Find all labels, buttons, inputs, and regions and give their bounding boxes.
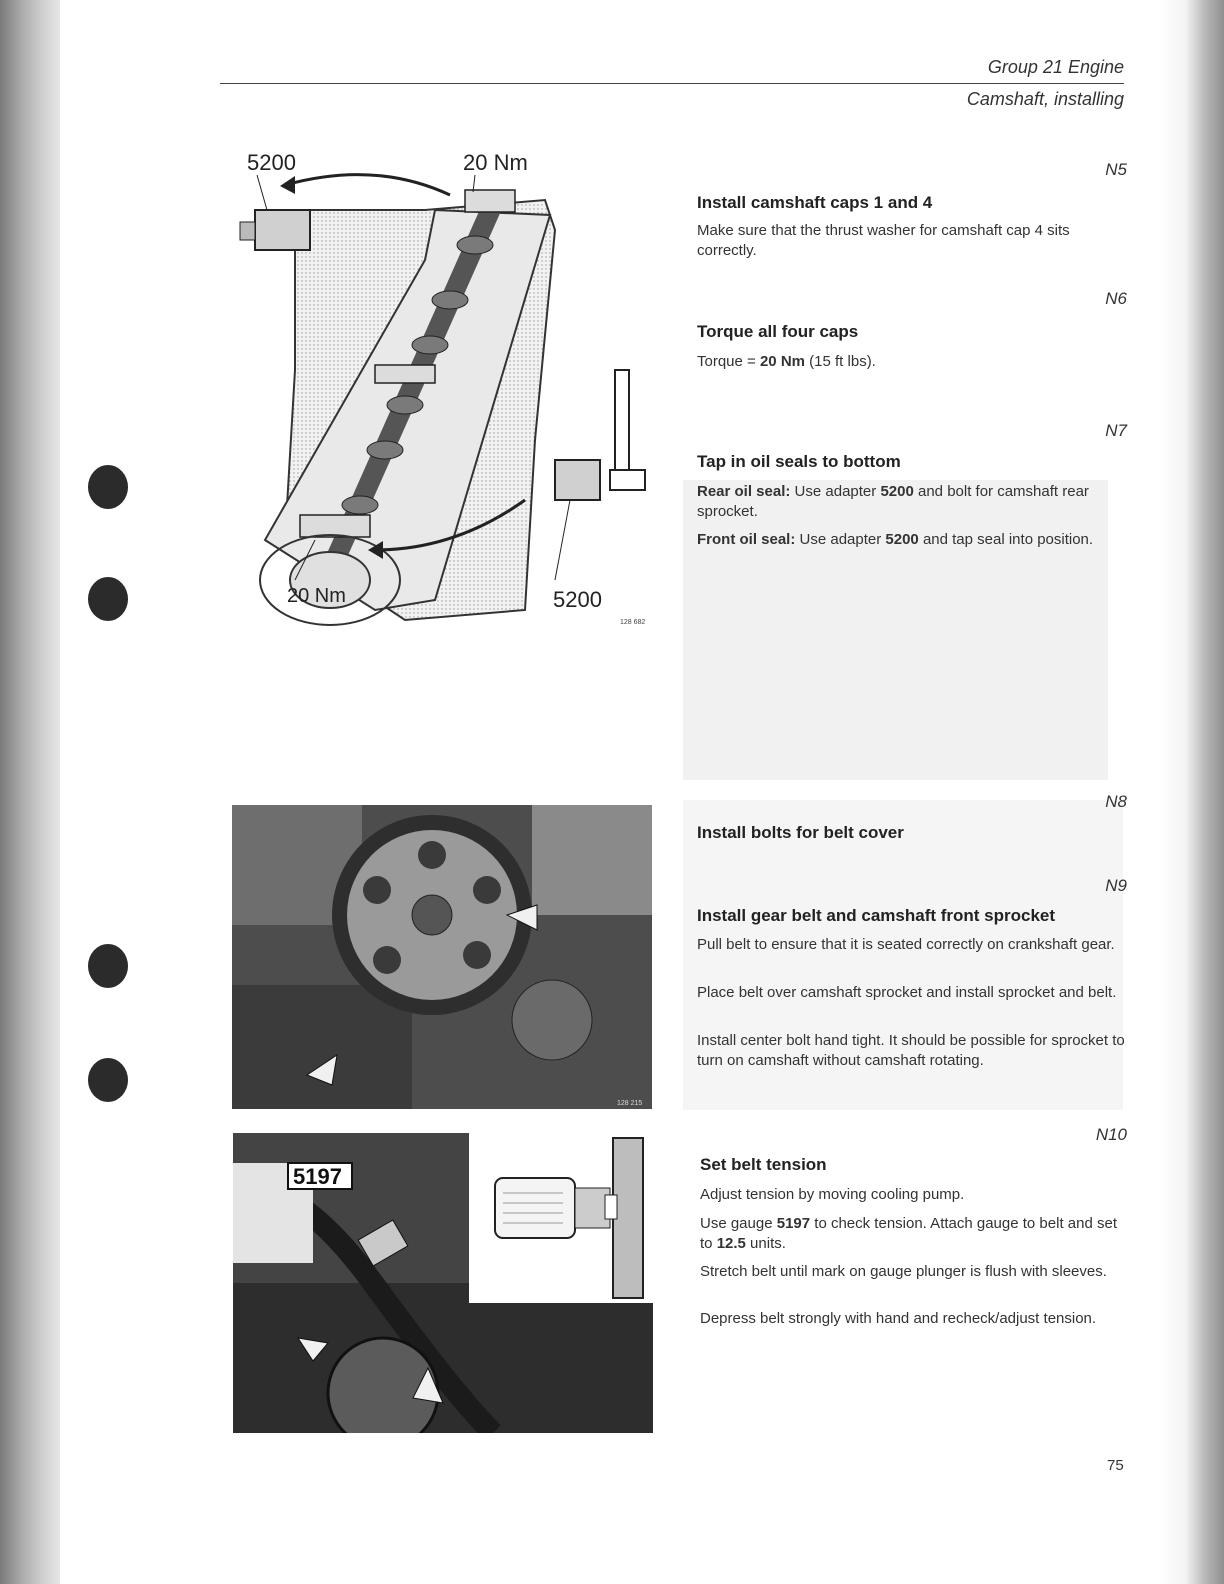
step-title-n7: Tap in oil seals to bottom [697, 452, 901, 471]
figure-ref: 128 682 [620, 619, 646, 626]
step-title-n8: Install bolts for belt cover [697, 823, 904, 842]
step-text-n9-3: Install center bolt hand tight. It should be possible for sprocket to turn on camshaft without camshaft rotating. [697, 1032, 1125, 1069]
step-title-n9: Install gear belt and camshaft front sprocket [697, 906, 1056, 925]
punch-hole [88, 465, 128, 509]
sprocket-photo-svg [232, 805, 652, 1109]
adapter-5200-top [255, 210, 310, 250]
step-text-n5: Make sure that the thrust washer for camshaft cap 4 sits correctly. [697, 222, 1070, 259]
label-tool-bottom: 5200 [553, 587, 602, 612]
punch-hole [88, 1058, 128, 1102]
step-text-n10-2: Use gauge 5197 to check tension. Attach gauge to belt and set to 12.5 units. [700, 1215, 1117, 1252]
camshaft-drawing-svg [225, 140, 665, 640]
gauge-body-drawing [495, 1178, 575, 1238]
step-text-n6: Torque = 20 Nm (15 ft lbs). [697, 353, 876, 370]
step-text-n10-4: Depress belt strongly with hand and recheck/adjust tension. [700, 1310, 1097, 1327]
leader-line [257, 175, 267, 210]
arrowhead-top [280, 176, 295, 194]
adapter-5200-bottom [555, 460, 600, 500]
label-torque-top: 20 Nm [463, 150, 528, 175]
page-number: 75 [1107, 1457, 1124, 1474]
tensioner [512, 980, 592, 1060]
step-text-n9-2: Place belt over camshaft sprocket and install sprocket and belt. [697, 984, 1117, 1001]
step-text-n7-front: Front oil seal: Use adapter 5200 and tap seal into position. [697, 531, 1094, 548]
hammer-handle [615, 370, 629, 470]
hammer-head [610, 470, 645, 490]
tool-label: 5197 [293, 1164, 342, 1189]
step-text-n10-3: Stretch belt until mark on gauge plunger is flush with sleeves. [700, 1263, 1107, 1280]
header-rule [220, 83, 1124, 84]
camshaft-drawing [225, 140, 665, 640]
leader-line [555, 500, 570, 580]
gauge-tip [605, 1195, 617, 1219]
header-group: Group 21 Engine [987, 57, 1124, 77]
arrow-top [285, 175, 450, 195]
step-number-n9: N9 [1105, 876, 1127, 895]
photo-ref: 128 215 [617, 1100, 643, 1107]
step-title-n10: Set belt tension [700, 1155, 827, 1174]
step-title-n5: Install camshaft caps 1 and 4 [697, 193, 933, 212]
step-number-n5: N5 [1105, 160, 1127, 179]
sprocket-photo [232, 805, 652, 1109]
step-text-n7-rear: Rear oil seal: Use adapter 5200 and bolt for camshaft rear sprocket. [697, 483, 1089, 520]
step-text-n10-1: Adjust tension by moving cooling pump. [700, 1186, 965, 1203]
step-number-n10: N10 [1095, 1125, 1127, 1144]
step-text-n9-1: Pull belt to ensure that it is seated correctly on crankshaft gear. [697, 936, 1115, 953]
belt-tension-photo-svg [233, 1133, 653, 1433]
page-edge-shadow [1160, 0, 1224, 1584]
adapter-bolt [240, 222, 255, 240]
center-bolt [412, 895, 452, 935]
label-tool-top: 5200 [247, 150, 296, 175]
binding-shadow [0, 0, 60, 1584]
punch-hole [88, 577, 128, 621]
step-number-n8: N8 [1105, 792, 1127, 811]
label-torque-bottom: 20 Nm [287, 585, 346, 607]
step-title-n6: Torque all four caps [697, 322, 859, 341]
punch-hole [88, 944, 128, 988]
step-number-n6: N6 [1105, 289, 1127, 308]
belt-tension-photo [233, 1133, 653, 1433]
show-through [683, 480, 1108, 780]
step-number-n7: N7 [1105, 421, 1127, 440]
header-section: Camshaft, installing [966, 89, 1124, 109]
